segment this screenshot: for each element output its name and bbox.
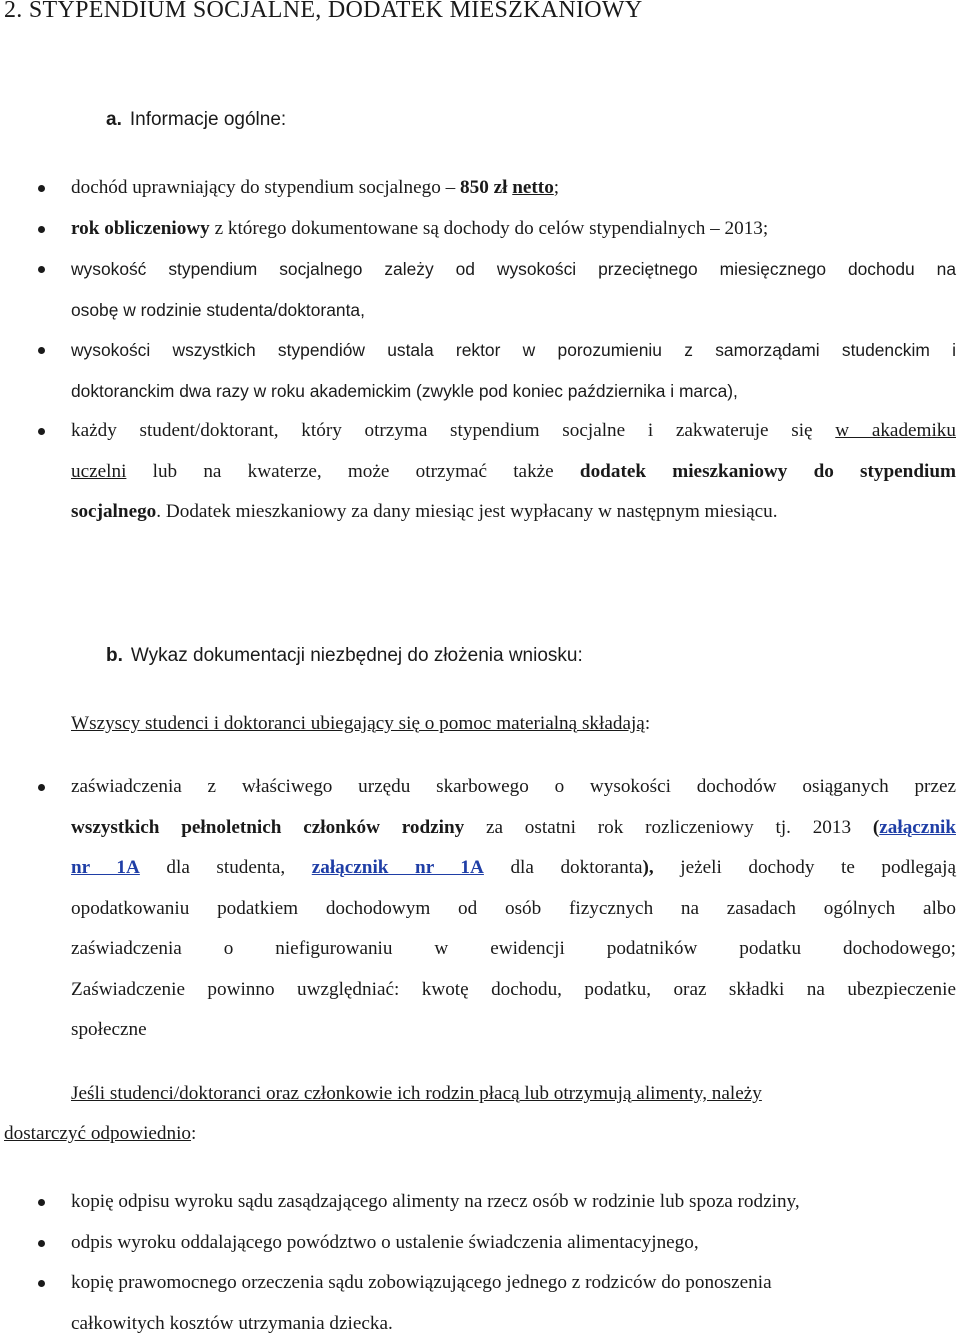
list-item-text: odpis wyroku oddalającego powództwo o ustalenie świadczenia alimentacyjnego, bbox=[71, 1223, 956, 1264]
alimony-text: Jeśli studenci/doktoranci oraz członkowie ich rodzin płacą lub otrzymują alimenty, należy bbox=[71, 1083, 762, 1104]
bullet-icon bbox=[38, 226, 45, 233]
list-item-text: dla studenta, bbox=[140, 857, 312, 878]
income-amount: 850 zł bbox=[460, 177, 512, 198]
bullet-icon bbox=[38, 1240, 45, 1247]
bullet-icon bbox=[38, 1280, 45, 1287]
list-item bbox=[0, 1223, 960, 1264]
section-a-list bbox=[0, 168, 960, 533]
bullet-icon bbox=[38, 185, 45, 192]
list-item-text: ; bbox=[554, 177, 559, 198]
netto-label: netto bbox=[512, 177, 554, 198]
intro-colon: : bbox=[645, 713, 650, 734]
list-item-text: zaświadczenia o niefigurowaniu w ewidencji podatników podatku dochodowego; bbox=[71, 929, 956, 970]
list-item-text: jeżeli dochody te podlegają bbox=[654, 857, 956, 878]
list-item bbox=[0, 168, 960, 209]
section-b-label: b. bbox=[106, 645, 123, 666]
list-item bbox=[0, 411, 960, 533]
attachment-link-student[interactable]: nr 1A bbox=[71, 857, 140, 878]
section-a-heading bbox=[106, 106, 286, 134]
list-item-text: społeczne bbox=[71, 1010, 956, 1051]
list-item bbox=[0, 1182, 960, 1223]
list-item-text: kopię odpisu wyroku sądu zasądzającego alimenty na rzecz osób w rodzinie lub spoza rodziny, bbox=[71, 1182, 956, 1223]
alimony-list bbox=[0, 1182, 960, 1344]
housing-allowance-term: socjalnego bbox=[71, 501, 156, 522]
bullet-icon bbox=[38, 347, 45, 354]
family-members-term: wszystkich pełnoletnich członków rodziny bbox=[71, 817, 464, 838]
list-item-text: . Dodatek mieszkaniowy za dany miesiąc jest wypłacany w następnym miesiącu. bbox=[156, 501, 777, 522]
bullet-icon bbox=[38, 1199, 45, 1206]
page-title: 2. STYPENDIUM SOCJALNE, DODATEK MIESZKANIOWY bbox=[4, 0, 643, 28]
list-item-text: za ostatni rok rozliczeniowy tj. 2013 bbox=[464, 817, 873, 838]
list-item-text: dochód uprawniający do stypendium socjalnego – bbox=[71, 177, 460, 198]
section-b-intro bbox=[71, 704, 650, 745]
list-item-text: każdy student/doktorant, który otrzyma stypendium socjalne i zakwateruje się bbox=[71, 420, 835, 441]
list-item bbox=[0, 330, 960, 411]
section-a-title: Informacje ogólne: bbox=[130, 109, 286, 130]
list-item-text: dla doktoranta bbox=[484, 857, 643, 878]
attachment-link-student[interactable]: załącznik bbox=[879, 817, 956, 838]
uczelni-text: uczelni bbox=[71, 461, 126, 482]
list-item-text: opodatkowaniu podatkiem dochodowym od osób fizycznych na zasadach ogólnych albo bbox=[71, 889, 956, 930]
list-item-text: wysokości wszystkich stypendiów ustala rektor w porozumieniu z samorządami studenckim i bbox=[71, 330, 956, 371]
list-item-term: rok obliczeniowy bbox=[71, 218, 210, 239]
bullet-icon bbox=[38, 266, 45, 273]
list-item bbox=[0, 209, 960, 250]
bullet-icon bbox=[38, 428, 45, 435]
alimony-intro-line2 bbox=[4, 1114, 196, 1155]
paren-open: ( bbox=[873, 817, 879, 838]
list-item bbox=[0, 767, 960, 1051]
section-b-title: Wykaz dokumentacji niezbędnej do złożenia wniosku: bbox=[131, 645, 583, 666]
list-item bbox=[0, 249, 960, 330]
list-item-text: z którego dokumentowane są dochody do celów stypendialnych – 2013; bbox=[210, 218, 768, 239]
documents-list bbox=[0, 767, 960, 1051]
list-item-text: lub na kwaterze, może otrzymać także bbox=[126, 461, 580, 482]
akademik-text: w akademiku bbox=[835, 420, 956, 441]
list-item-text: wysokość stypendium socjalnego zależy od wysokości przeciętnego miesięcznego dochodu na bbox=[71, 249, 956, 290]
section-a-label: a. bbox=[106, 109, 122, 130]
list-item-text: kopię prawomocnego orzeczenia sądu zobowiązującego jednego z rodziców do ponoszenia bbox=[71, 1263, 956, 1304]
alimony-intro-line1 bbox=[71, 1074, 762, 1115]
section-b-heading bbox=[106, 642, 583, 670]
list-item-text: zaświadczenia z właściwego urzędu skarbowego o wysokości dochodów osiąganych przez bbox=[71, 767, 956, 808]
list-item bbox=[0, 1263, 960, 1344]
list-item-text: całkowitych kosztów utrzymania dziecka. bbox=[71, 1304, 956, 1344]
attachment-link-doctoral[interactable]: załącznik nr 1A bbox=[312, 857, 484, 878]
paren-close: ), bbox=[643, 857, 654, 878]
list-item-text: doktoranckim dwa razy w roku akademickim (zwykle pod koniec października i marca), bbox=[71, 371, 956, 412]
alimony-colon: : bbox=[191, 1123, 196, 1144]
bullet-icon bbox=[38, 784, 45, 791]
housing-allowance-term: dodatek mieszkaniowy do stypendium bbox=[580, 461, 956, 482]
intro-text: Wszyscy studenci i doktoranci ubiegający się o pomoc materialną składają bbox=[71, 713, 645, 734]
list-item-text: Zaświadczenie powinno uwzględniać: kwotę dochodu, podatku, oraz składki na ubezpieczenie bbox=[71, 970, 956, 1011]
alimony-text: dostarczyć odpowiednio bbox=[4, 1123, 191, 1144]
list-item-text: osobę w rodzinie studenta/doktoranta, bbox=[71, 290, 956, 331]
